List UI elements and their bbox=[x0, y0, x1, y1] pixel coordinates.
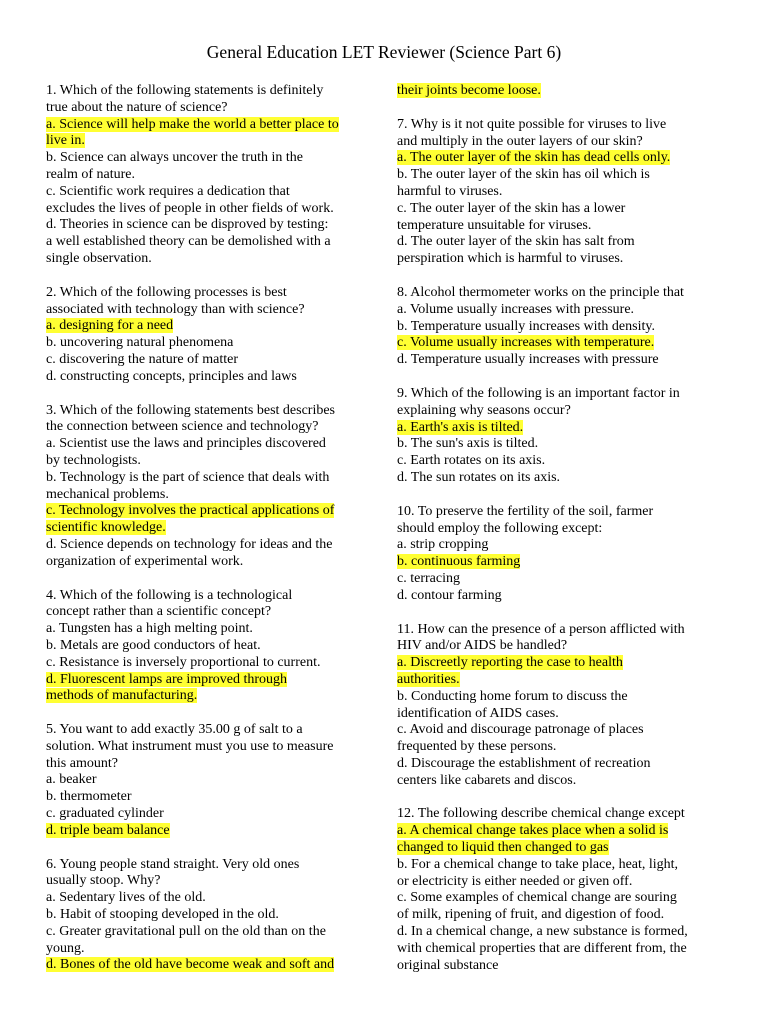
text-line bbox=[46, 621, 376, 638]
text-line bbox=[46, 722, 376, 739]
text-line bbox=[397, 806, 723, 823]
line-text: a well established theory can be demolished with a bbox=[46, 234, 331, 250]
question-block bbox=[397, 622, 723, 790]
answer-line-highlighted bbox=[397, 823, 723, 840]
answer-line-highlighted bbox=[46, 503, 376, 520]
line-text: realm of nature. bbox=[46, 166, 136, 182]
line-text: a. designing for a need bbox=[46, 318, 174, 334]
text-line bbox=[46, 369, 376, 386]
line-text: a. The outer layer of the skin has dead cells only. bbox=[397, 150, 671, 166]
text-line bbox=[46, 890, 376, 907]
line-text: a. A chemical change takes place when a solid is bbox=[397, 823, 669, 839]
line-text: d. constructing concepts, principles and laws bbox=[46, 368, 297, 384]
line-text: d. The outer layer of the skin has salt from bbox=[397, 234, 635, 250]
line-text: true about the nature of science? bbox=[46, 99, 228, 115]
question-block bbox=[46, 285, 376, 386]
line-text: c. Some examples of chemical change are souring bbox=[397, 890, 677, 906]
text-line bbox=[397, 167, 723, 184]
text-line bbox=[397, 403, 723, 420]
text-line bbox=[46, 857, 376, 874]
line-text: 10. To preserve the fertility of the soil, farmer bbox=[397, 503, 654, 519]
line-text: and multiply in the outer layers of our skin? bbox=[397, 133, 643, 149]
line-text: 8. Alcohol thermometer works on the principle that bbox=[397, 284, 684, 300]
text-line bbox=[46, 335, 376, 352]
line-text: a. Discreetly reporting the case to health bbox=[397, 655, 623, 671]
line-text: methods of manufacturing. bbox=[46, 688, 198, 704]
text-line bbox=[397, 352, 723, 369]
text-line bbox=[397, 689, 723, 706]
question-block bbox=[397, 117, 723, 268]
text-line bbox=[397, 470, 723, 487]
line-text: d. Theories in science can be disproved by testing: bbox=[46, 217, 329, 233]
line-text: b. uncovering natural phenomena bbox=[46, 335, 234, 351]
line-text: should employ the following except: bbox=[397, 520, 603, 536]
question-block bbox=[397, 386, 723, 487]
line-text: scientific knowledge. bbox=[46, 520, 166, 536]
line-text: c. Volume usually increases with temperature. bbox=[397, 335, 655, 351]
line-text: harmful to viruses. bbox=[397, 183, 503, 199]
text-line bbox=[46, 588, 376, 605]
line-text: d. contour farming bbox=[397, 587, 502, 603]
line-text: explaining why seasons occur? bbox=[397, 402, 571, 418]
text-line bbox=[397, 234, 723, 251]
text-line bbox=[397, 251, 723, 268]
line-text: single observation. bbox=[46, 250, 152, 266]
text-line bbox=[397, 571, 723, 588]
text-line bbox=[397, 588, 723, 605]
text-line bbox=[46, 789, 376, 806]
answer-line-highlighted bbox=[397, 672, 723, 689]
line-text: 6. Young people stand straight. Very old ones bbox=[46, 856, 300, 872]
line-text: c. Scientific work requires a dedication that bbox=[46, 183, 290, 199]
line-text: c. terracing bbox=[397, 570, 460, 586]
text-line bbox=[397, 773, 723, 790]
text-line bbox=[46, 907, 376, 924]
text-line bbox=[46, 100, 376, 117]
text-line bbox=[46, 638, 376, 655]
line-text: b. Temperature usually increases with density. bbox=[397, 318, 655, 334]
line-text: frequented by these persons. bbox=[397, 739, 557, 755]
line-text: young. bbox=[46, 940, 85, 956]
line-text: 5. You want to add exactly 35.00 g of salt to a bbox=[46, 722, 303, 738]
line-text: 3. Which of the following statements best describes bbox=[46, 402, 336, 418]
line-text: organization of experimental work. bbox=[46, 553, 244, 569]
text-line bbox=[46, 806, 376, 823]
line-text: d. triple beam balance bbox=[46, 822, 170, 838]
line-text: associated with technology than with science? bbox=[46, 301, 305, 317]
line-text: identification of AIDS cases. bbox=[397, 705, 559, 721]
question-block bbox=[397, 285, 723, 369]
text-line bbox=[397, 622, 723, 639]
text-line bbox=[397, 907, 723, 924]
text-line bbox=[46, 83, 376, 100]
line-text: 11. How can the presence of a person afflicted with bbox=[397, 621, 685, 637]
text-line bbox=[46, 655, 376, 672]
answer-line-highlighted bbox=[46, 957, 376, 974]
text-line bbox=[46, 251, 376, 268]
line-text: d. Discourage the establishment of recreation bbox=[397, 755, 651, 771]
line-text: c. Resistance is inversely proportional to current. bbox=[46, 654, 321, 670]
text-line bbox=[46, 184, 376, 201]
question-block bbox=[397, 83, 723, 100]
answer-line-highlighted bbox=[397, 840, 723, 857]
line-text: 2. Which of the following processes is best bbox=[46, 284, 287, 300]
line-text: or electricity is either needed or given off. bbox=[397, 873, 633, 889]
line-text: b. Metals are good conductors of heat. bbox=[46, 637, 261, 653]
document-title: General Education LET Reviewer (Science Part 6) bbox=[206, 42, 562, 62]
line-text: temperature unsuitable for viruses. bbox=[397, 217, 592, 233]
question-block bbox=[397, 504, 723, 605]
answer-line-highlighted bbox=[397, 150, 723, 167]
text-line bbox=[46, 537, 376, 554]
question-block bbox=[46, 722, 376, 840]
line-text: usually stoop. Why? bbox=[46, 873, 161, 889]
text-line bbox=[46, 873, 376, 890]
line-text: 12. The following describe chemical change except bbox=[397, 806, 685, 822]
text-line bbox=[46, 487, 376, 504]
text-line bbox=[397, 739, 723, 756]
line-text: b. Habit of stooping developed in the old. bbox=[46, 907, 279, 923]
line-text: concept rather than a scientific concept? bbox=[46, 604, 272, 620]
text-line bbox=[397, 924, 723, 941]
line-text: c. Avoid and discourage patronage of places bbox=[397, 722, 644, 738]
text-line bbox=[397, 184, 723, 201]
answer-line-highlighted bbox=[46, 672, 376, 689]
line-text: d. The sun rotates on its axis. bbox=[397, 469, 561, 485]
line-text: centers like cabarets and discos. bbox=[397, 772, 577, 788]
line-text: this amount? bbox=[46, 755, 118, 771]
text-line bbox=[397, 706, 723, 723]
answer-line-highlighted bbox=[397, 655, 723, 672]
text-line bbox=[46, 604, 376, 621]
line-text: excludes the lives of people in other fields of work. bbox=[46, 200, 334, 216]
line-text: a. Earth's axis is tilted. bbox=[397, 419, 524, 435]
line-text: a. Volume usually increases with pressure. bbox=[397, 301, 635, 317]
text-line bbox=[397, 537, 723, 554]
line-text: d. Fluorescent lamps are improved through bbox=[46, 671, 288, 687]
line-text: their joints become loose. bbox=[397, 83, 541, 98]
text-line bbox=[397, 218, 723, 235]
line-text: d. Temperature usually increases with pressure bbox=[397, 352, 659, 368]
line-text: c. The outer layer of the skin has a lower bbox=[397, 200, 626, 216]
text-line bbox=[397, 941, 723, 958]
text-line bbox=[397, 958, 723, 975]
line-text: d. Science depends on technology for ideas and the bbox=[46, 536, 333, 552]
text-line bbox=[397, 201, 723, 218]
line-text: a. Sedentary lives of the old. bbox=[46, 890, 206, 906]
line-text: b. The outer layer of the skin has oil which is bbox=[397, 167, 650, 183]
text-line bbox=[46, 217, 376, 234]
text-line bbox=[46, 167, 376, 184]
question-block bbox=[46, 83, 376, 268]
text-line bbox=[397, 319, 723, 336]
text-line bbox=[397, 134, 723, 151]
text-line bbox=[46, 739, 376, 756]
line-text: c. Technology involves the practical applications of bbox=[46, 503, 335, 519]
line-text: b. thermometer bbox=[46, 789, 132, 805]
line-text: b. continuous farming bbox=[397, 554, 521, 570]
text-line bbox=[46, 453, 376, 470]
text-line bbox=[397, 302, 723, 319]
text-line bbox=[397, 453, 723, 470]
text-line bbox=[46, 403, 376, 420]
line-text: c. graduated cylinder bbox=[46, 806, 164, 822]
line-text: b. Technology is the part of science that deals with bbox=[46, 469, 330, 485]
text-line bbox=[46, 150, 376, 167]
line-text: 1. Which of the following statements is definitely bbox=[46, 83, 324, 98]
line-text: b. For a chemical change to take place, heat, light, bbox=[397, 856, 679, 872]
line-text: 9. Which of the following is an important factor in bbox=[397, 385, 680, 401]
line-text: 7. Why is it not quite possible for viruses to live bbox=[397, 116, 667, 132]
line-text: d. In a chemical change, a new substance is formed, bbox=[397, 924, 688, 940]
line-text: 4. Which of the following is a technological bbox=[46, 587, 293, 603]
line-text: c. Earth rotates on its axis. bbox=[397, 453, 546, 469]
line-text: perspiration which is harmful to viruses. bbox=[397, 251, 624, 267]
line-text: with chemical properties that are different from, the bbox=[397, 940, 687, 956]
line-text: solution. What instrument must you use to measure bbox=[46, 738, 334, 754]
text-line bbox=[46, 470, 376, 487]
answer-line-highlighted bbox=[46, 318, 376, 335]
text-line bbox=[397, 857, 723, 874]
line-text: changed to liquid then changed to gas bbox=[397, 840, 609, 856]
text-line bbox=[46, 234, 376, 251]
text-line bbox=[397, 117, 723, 134]
text-line bbox=[46, 772, 376, 789]
text-line bbox=[397, 285, 723, 302]
line-text: b. Conducting home forum to discuss the bbox=[397, 688, 628, 704]
line-text: b. The sun's axis is tilted. bbox=[397, 436, 539, 452]
text-line bbox=[46, 201, 376, 218]
line-text: original substance bbox=[397, 957, 499, 973]
left-column bbox=[46, 83, 376, 991]
text-line bbox=[397, 521, 723, 538]
answer-line-highlighted bbox=[397, 83, 723, 100]
answer-line-highlighted bbox=[46, 823, 376, 840]
text-line bbox=[397, 504, 723, 521]
line-text: c. Greater gravitational pull on the old than on the bbox=[46, 923, 326, 939]
answer-line-highlighted bbox=[397, 335, 723, 352]
line-text: HIV and/or AIDS be handled? bbox=[397, 638, 568, 654]
line-text: live in. bbox=[46, 133, 85, 149]
question-block bbox=[46, 857, 376, 975]
text-line bbox=[46, 419, 376, 436]
answer-line-highlighted bbox=[397, 420, 723, 437]
line-text: a. Science will help make the world a better place to bbox=[46, 116, 339, 132]
text-line bbox=[46, 436, 376, 453]
text-line bbox=[397, 874, 723, 891]
answer-line-highlighted bbox=[397, 554, 723, 571]
question-block bbox=[46, 588, 376, 706]
line-text: mechanical problems. bbox=[46, 486, 169, 502]
line-text: a. beaker bbox=[46, 772, 97, 788]
text-line bbox=[397, 722, 723, 739]
text-line bbox=[46, 941, 376, 958]
answer-line-highlighted bbox=[46, 688, 376, 705]
right-column bbox=[397, 83, 723, 991]
text-line bbox=[397, 436, 723, 453]
answer-line-highlighted bbox=[46, 133, 376, 150]
text-line bbox=[46, 756, 376, 773]
line-text: a. Scientist use the laws and principles discovered bbox=[46, 436, 326, 452]
text-line bbox=[397, 756, 723, 773]
line-text: d. Bones of the old have become weak and soft and bbox=[46, 957, 335, 973]
text-line bbox=[397, 890, 723, 907]
line-text: a. strip cropping bbox=[397, 537, 489, 553]
text-line bbox=[46, 924, 376, 941]
answer-line-highlighted bbox=[46, 117, 376, 134]
answer-line-highlighted bbox=[46, 520, 376, 537]
text-line bbox=[397, 638, 723, 655]
line-text: authorities. bbox=[397, 671, 460, 687]
text-line bbox=[46, 302, 376, 319]
text-line bbox=[46, 554, 376, 571]
text-line bbox=[397, 386, 723, 403]
text-line bbox=[46, 352, 376, 369]
line-text: of milk, ripening of fruit, and digestion of food. bbox=[397, 907, 665, 923]
line-text: c. discovering the nature of matter bbox=[46, 351, 239, 367]
line-text: by technologists. bbox=[46, 452, 141, 468]
question-block bbox=[46, 403, 376, 571]
question-block bbox=[397, 806, 723, 974]
text-line bbox=[46, 285, 376, 302]
line-text: the connection between science and technology? bbox=[46, 419, 319, 435]
line-text: a. Tungsten has a high melting point. bbox=[46, 621, 253, 637]
line-text: b. Science can always uncover the truth in the bbox=[46, 150, 303, 166]
